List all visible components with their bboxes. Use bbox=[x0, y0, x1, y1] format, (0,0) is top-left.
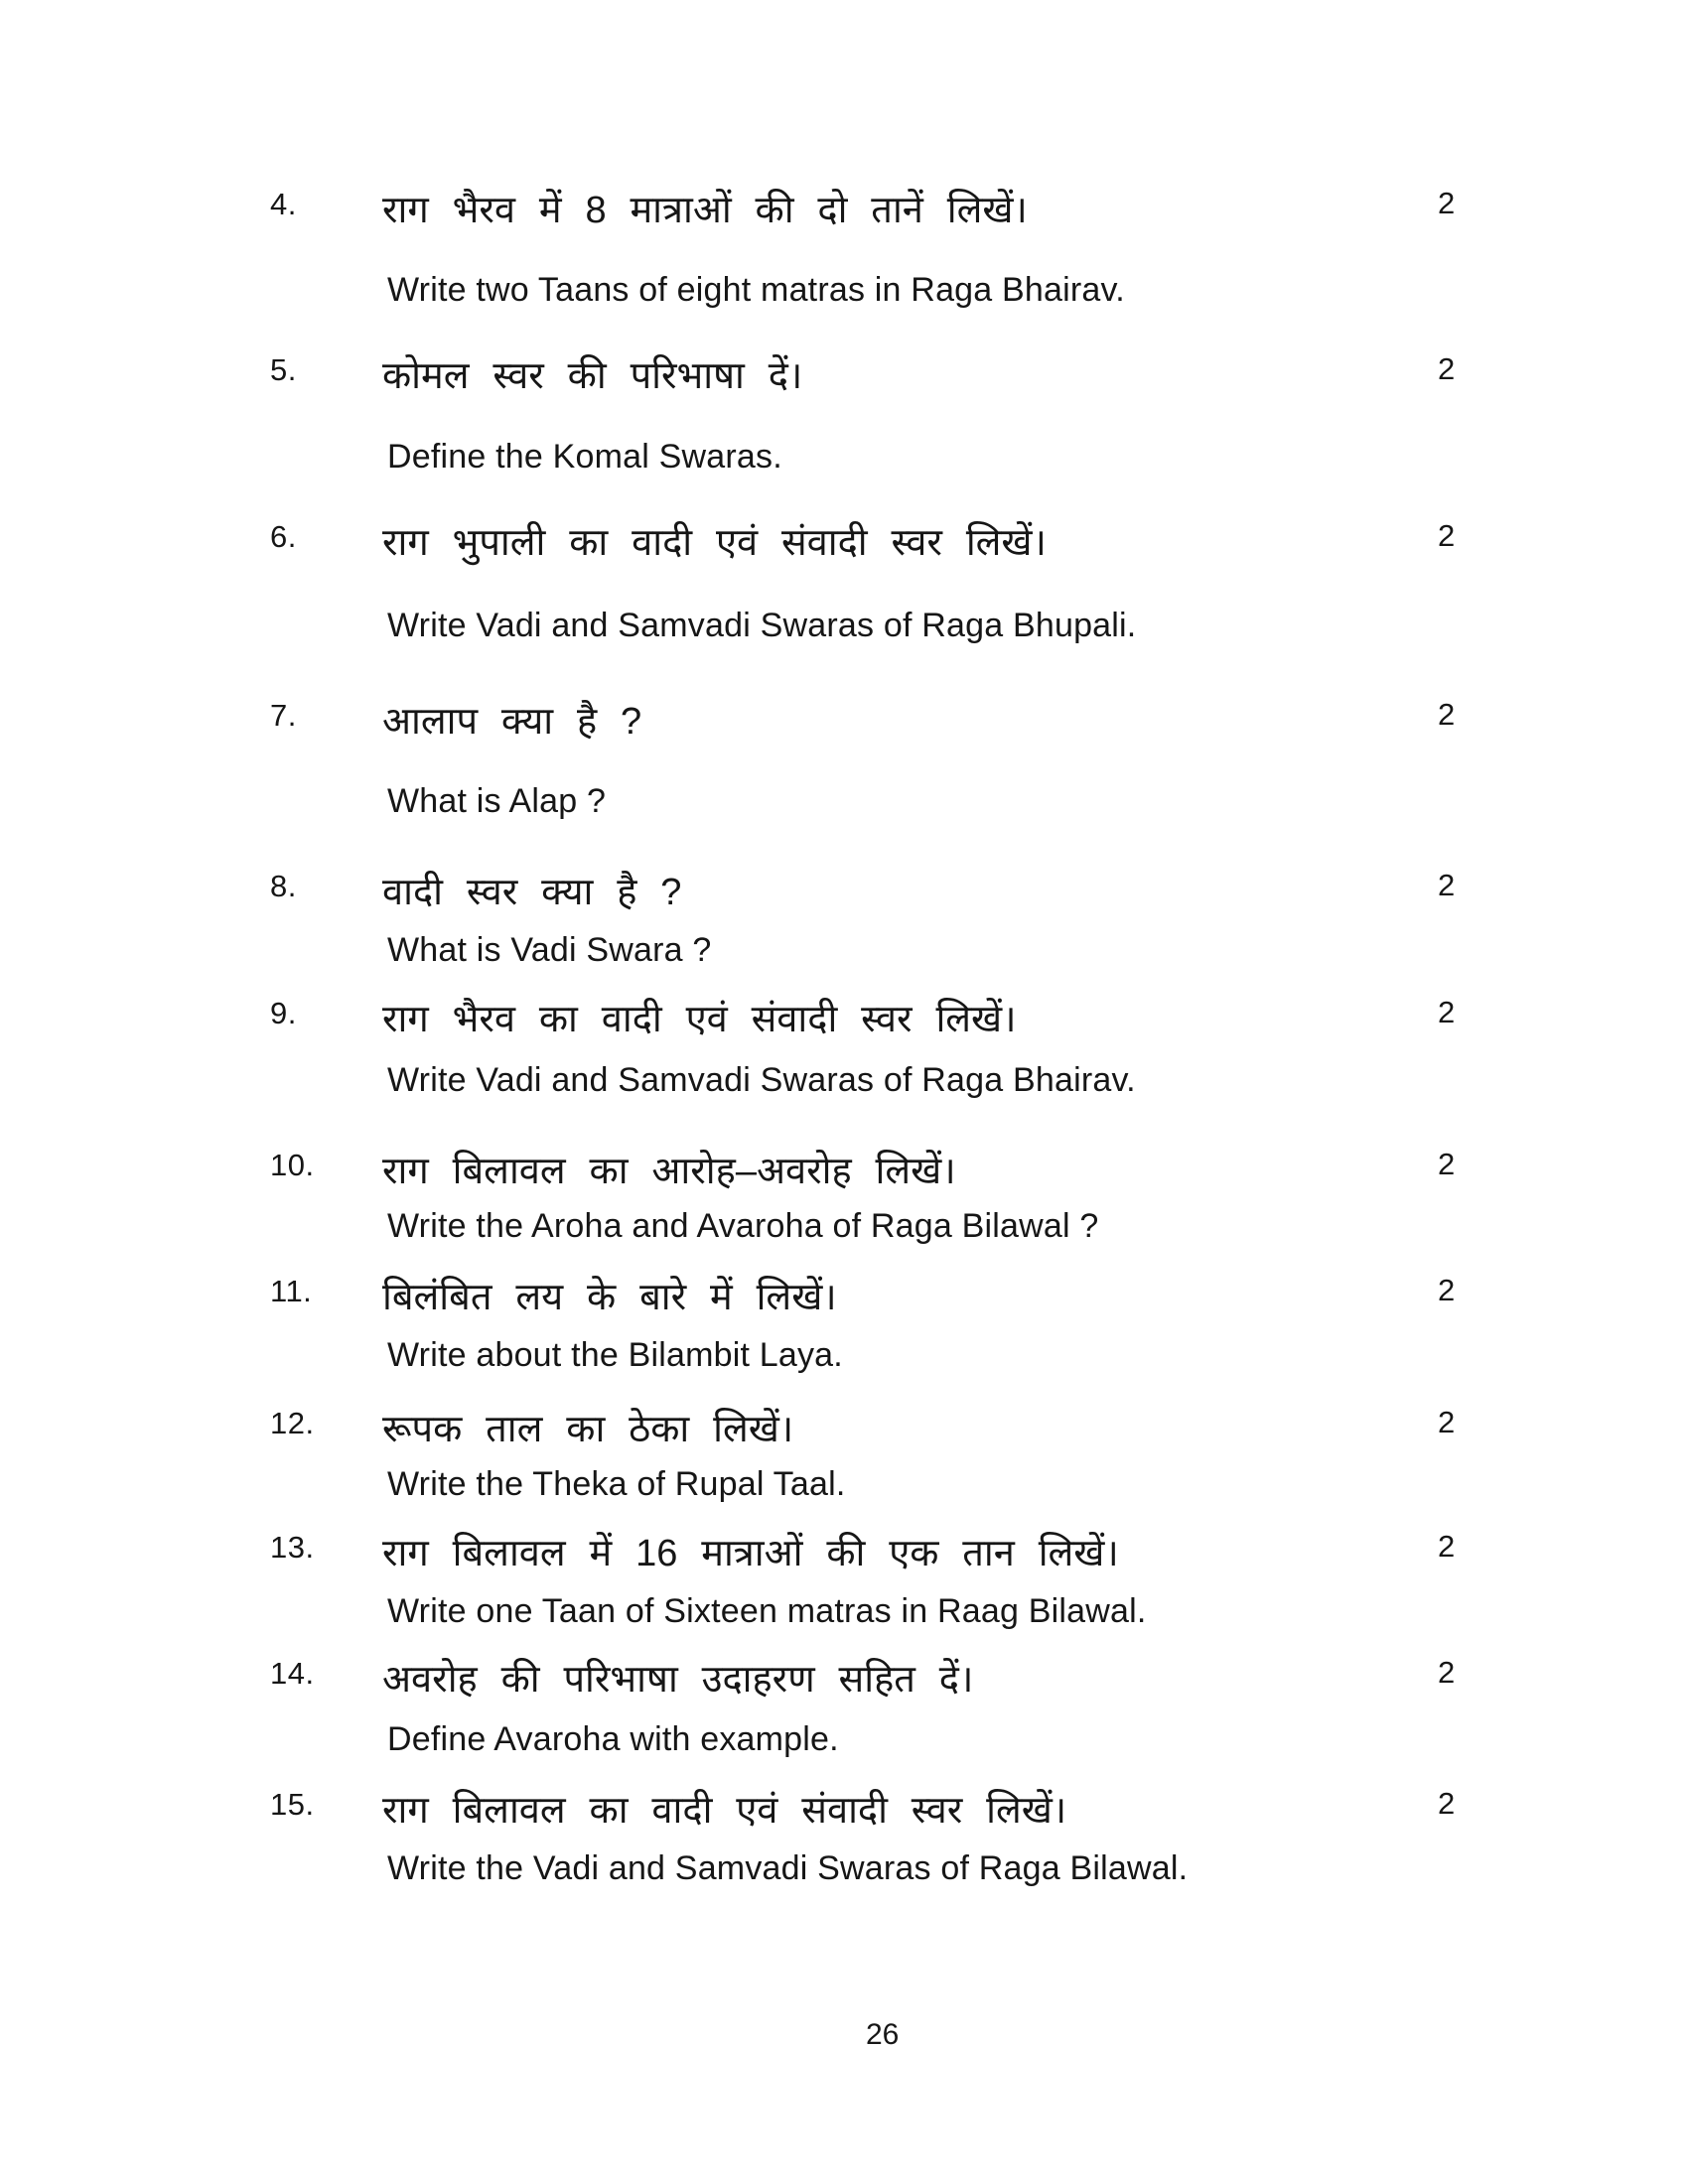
question-row bbox=[0, 515, 1688, 567]
question-text-hindi: राग बिलावल में 16 मात्राओं की एक तान लिखें। bbox=[382, 1533, 1119, 1574]
question-text-english: Write about the Bilambit Laya. bbox=[387, 1336, 843, 1374]
question-row bbox=[0, 183, 1688, 234]
question-marks: 2 bbox=[1438, 868, 1456, 902]
question-text-english: Define Avaroha with example. bbox=[387, 1720, 839, 1758]
question-text-english: Write Vadi and Samvadi Swaras of Raga Bhupali. bbox=[387, 607, 1137, 644]
question-marks: 2 bbox=[1438, 995, 1456, 1029]
question-marks: 2 bbox=[1438, 1405, 1456, 1439]
question-text-hindi: राग भुपाली का वादी एवं संवादी स्वर लिखें। bbox=[382, 522, 1047, 564]
question-text-english: Write the Aroha and Avaroha of Raga Bilawal ? bbox=[387, 1207, 1099, 1245]
question-text-english: Write the Vadi and Samvadi Swaras of Raga Bilawal. bbox=[387, 1849, 1189, 1887]
question-text-english: Write two Taans of eight matras in Raga Bhairav. bbox=[387, 271, 1125, 309]
page-number: 26 bbox=[866, 2018, 900, 2051]
question-text-hindi: बिलंबित लय के बारे में लिखें। bbox=[382, 1277, 837, 1318]
question-row bbox=[0, 1144, 1688, 1195]
question-text-english: Write the Theka of Rupal Taal. bbox=[387, 1465, 846, 1503]
question-number: 7. bbox=[270, 698, 297, 733]
question-row bbox=[0, 348, 1688, 400]
question-text-hindi: कोमल स्वर की परिभाषा दें। bbox=[382, 355, 803, 397]
question-text-hindi: वादी स्वर क्या है ? bbox=[382, 872, 682, 913]
question-text-hindi: आलाप क्या है ? bbox=[382, 701, 642, 743]
question-number: 13. bbox=[270, 1530, 315, 1565]
question-row bbox=[0, 694, 1688, 746]
question-text-hindi: अवरोह की परिभाषा उदाहरण सहित दें। bbox=[382, 1659, 974, 1701]
question-row bbox=[0, 1783, 1688, 1835]
question-text-english: What is Vadi Swara ? bbox=[387, 931, 712, 969]
question-number: 5. bbox=[270, 352, 297, 387]
question-marks: 2 bbox=[1438, 1786, 1456, 1821]
question-marks: 2 bbox=[1438, 697, 1456, 732]
question-row bbox=[0, 1652, 1688, 1704]
question-text-hindi: राग बिलावल का वादी एवं संवादी स्वर लिखें। bbox=[382, 1790, 1067, 1832]
question-marks: 2 bbox=[1438, 1147, 1456, 1181]
question-text-hindi: राग भैरव का वादी एवं संवादी स्वर लिखें। bbox=[382, 999, 1017, 1040]
question-number: 14. bbox=[270, 1656, 315, 1691]
question-text-english: Write Vadi and Samvadi Swaras of Raga Bhairav. bbox=[387, 1061, 1136, 1099]
question-text-english: Define the Komal Swaras. bbox=[387, 438, 782, 476]
question-number: 4. bbox=[270, 187, 297, 221]
question-text-hindi: रूपक ताल का ठेका लिखें। bbox=[382, 1409, 794, 1450]
question-text-hindi: राग भैरव में 8 मात्राओं की दो तानें लिखें। bbox=[382, 190, 1028, 231]
question-row bbox=[0, 865, 1688, 916]
question-number: 9. bbox=[270, 996, 297, 1030]
question-marks: 2 bbox=[1438, 1273, 1456, 1307]
question-number: 11. bbox=[270, 1274, 313, 1308]
question-row bbox=[0, 1270, 1688, 1321]
question-row bbox=[0, 1402, 1688, 1453]
question-marks: 2 bbox=[1438, 518, 1456, 553]
question-row bbox=[0, 992, 1688, 1043]
question-number: 10. bbox=[270, 1148, 315, 1182]
question-marks: 2 bbox=[1438, 1529, 1456, 1564]
question-text-hindi: राग बिलावल का आरोह–अवरोह लिखें। bbox=[382, 1151, 956, 1192]
question-marks: 2 bbox=[1438, 351, 1456, 386]
question-row bbox=[0, 1526, 1688, 1577]
question-number: 8. bbox=[270, 869, 297, 903]
question-number: 6. bbox=[270, 519, 297, 554]
question-marks: 2 bbox=[1438, 1655, 1456, 1690]
question-number: 15. bbox=[270, 1787, 315, 1822]
question-marks: 2 bbox=[1438, 186, 1456, 220]
question-number: 12. bbox=[270, 1406, 315, 1440]
question-text-english: What is Alap ? bbox=[387, 782, 607, 820]
question-text-english: Write one Taan of Sixteen matras in Raag Bilawal. bbox=[387, 1592, 1147, 1630]
